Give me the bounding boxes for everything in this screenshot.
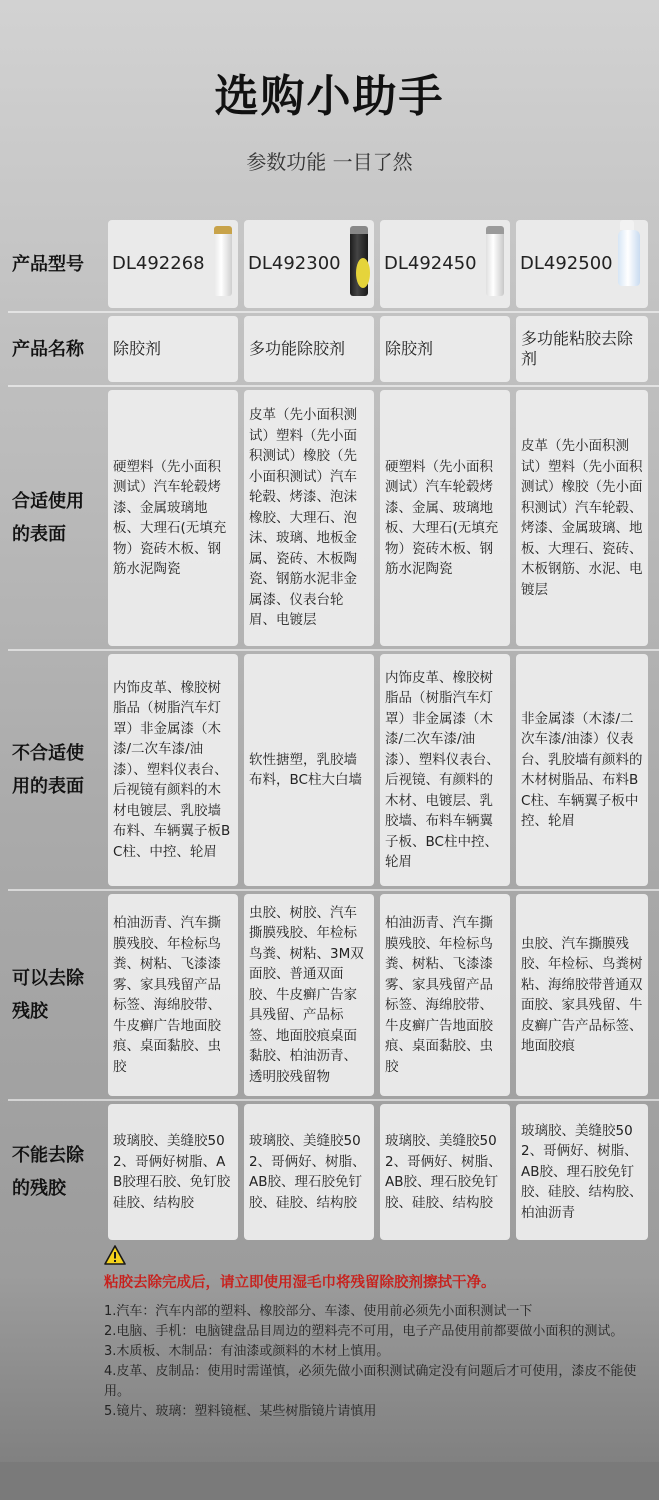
name-text-1: 除胶剂	[113, 338, 162, 358]
suitable-cell-2	[244, 390, 374, 646]
row-label-model: 产品型号	[12, 253, 84, 275]
row-label-unsuitable-text: 不合适使用的表面	[12, 743, 84, 797]
model-cell-4	[516, 220, 648, 308]
nonremovable-text-1: 玻璃胶、美缝胶502、哥俩好树脂、AB胶理石胶、免钉胶硅胶、结构胶	[113, 1133, 231, 1211]
row-label-name: 产品名称	[12, 338, 84, 360]
row-unsuitable-surfaces	[8, 654, 659, 886]
row-label-nonremovable	[8, 1104, 108, 1240]
nonremovable-text-2: 玻璃胶、美缝胶502、哥俩好、树脂、AB胶、理石胶免钉胶、硅胶、结构胶	[249, 1133, 366, 1211]
spray-can-image-1	[214, 226, 232, 296]
model-text-4: DL492500	[520, 252, 613, 274]
nonremovable-text-3: 玻璃胶、美缝胶502、哥俩好、树脂、AB胶、理石胶免钉胶、硅胶、结构胶	[385, 1133, 502, 1211]
suitable-text-1: 硬塑料（先小面积测试）汽车轮毂烤漆、金属玻璃地板、大理石(无填充物）瓷砖木板、钢筋水泥陶瓷	[113, 458, 227, 577]
row-label-suitable-text: 合适使用的表面	[12, 491, 84, 545]
removable-cell-2	[244, 894, 374, 1096]
footer-band	[0, 1462, 659, 1500]
row-nonremovable-residue	[8, 1104, 659, 1240]
nonremovable-cell-4	[516, 1104, 648, 1240]
nonremovable-cell-3	[380, 1104, 510, 1240]
suitable-text-4: 皮革（先小面积测试）塑料（先小面积测试）橡胶（先小面积测试）汽车轮毂、烤漆、金属玻璃、地板、大理石、瓷砖、木板钢筋、水泥、电镀层	[521, 438, 643, 598]
row-suitable-surfaces	[8, 390, 659, 646]
model-cell-2	[244, 220, 374, 308]
name-text-4: 多功能粘胶去除剂	[521, 328, 634, 368]
name-cell-2	[244, 316, 374, 382]
nonremovable-text-4: 玻璃胶、美缝胶502、哥俩好、树脂、AB胶、理石胶免钉胶、硅胶、结构胶、柏油沥青	[521, 1122, 643, 1221]
spray-can-image-3	[486, 226, 504, 296]
row-name	[8, 316, 659, 382]
unsuitable-text-2: 软性搪塑，乳胶墙布料，BC柱大白墙	[249, 751, 362, 788]
trigger-bottle-image	[618, 230, 640, 286]
note-item-4: 4.皮革、皮制品：使用时需谨慎，必须先做小面积测试确定没有问题后才可使用，漆皮不能使用。	[104, 1364, 637, 1399]
note-item-1: 1.汽车：汽车内部的塑料、橡胶部分、车漆、使用前必须先小面积测试一下	[104, 1304, 533, 1319]
notes-list	[104, 1302, 649, 1422]
model-text-2: DL492300	[248, 252, 341, 274]
suitable-cell-3	[380, 390, 510, 646]
name-cell-3	[380, 316, 510, 382]
name-text-3: 除胶剂	[385, 338, 434, 358]
warning-triangle-icon	[104, 1245, 126, 1265]
model-cell-3	[380, 220, 510, 308]
removable-text-3: 柏油沥青、汽车撕膜残胶、年检标鸟粪、树粘、飞漆漆雾、家具残留产品标签、海绵胶带、牛皮癣广告地面胶痕、桌面黏胶、虫胶	[385, 915, 493, 1075]
removable-text-4: 虫胶、汽车撕膜残胶、年检标、鸟粪树粘、海绵胶带普通双面胶、家具残留、牛皮癣广告产品标签、地面胶痕	[521, 935, 643, 1054]
row-label-removable-text: 可以去除残胶	[12, 968, 84, 1022]
unsuitable-text-1: 内饰皮革、橡胶树脂品（树脂汽车灯罩）非金属漆（木漆/二次车漆/油漆）、塑料仪表台、后视镜有颜料的木材电镀层、乳胶墙布料、车辆翼子板BC柱、中控、轮眉	[113, 679, 231, 860]
name-cell-1	[108, 316, 238, 382]
page-subtitle: 参数功能 一目了然	[246, 150, 413, 174]
nonremovable-cell-2	[244, 1104, 374, 1240]
unsuitable-cell-2	[244, 654, 374, 886]
unsuitable-text-4: 非金属漆（木漆/二次车漆/油漆）仪表台、乳胶墙有颜料的木材树脂品、布料BC柱、车辆翼子板中控、轮眉	[521, 710, 643, 829]
row-label-removable	[8, 894, 108, 1096]
row-label-unsuitable	[8, 654, 108, 886]
suitable-text-3: 硬塑料（先小面积测试）汽车轮毂烤漆、金属、玻璃地板、大理石(无填充物）瓷砖木板、钢筋水泥陶瓷	[385, 458, 499, 577]
suitable-cell-4	[516, 390, 648, 646]
usage-notes	[104, 1245, 649, 1422]
row-label-suitable	[8, 390, 108, 646]
name-text-2: 多功能除胶剂	[249, 338, 346, 358]
nonremovable-cell-1	[108, 1104, 238, 1240]
model-cell-1	[108, 220, 238, 308]
row-model	[8, 220, 659, 308]
name-cell-4	[516, 316, 648, 382]
suitable-text-2: 皮革（先小面积测试）塑料（先小面积测试）橡胶（先小面积测试）汽车轮毂、烤漆、泡沫橡胶、大理石、泡沫、玻璃、地板金属、瓷砖、木板陶瓷、钢筋水泥非金属漆、仪表台轮眉、电镀层	[249, 407, 357, 629]
model-text-1: DL492268	[112, 252, 205, 274]
model-text-3: DL492450	[384, 252, 477, 274]
unsuitable-cell-1	[108, 654, 238, 886]
removable-text-2: 虫胶、树胶、汽车撕膜残胶、年检标鸟粪、树粘、3M双面胶、普通双面胶、牛皮癣广告家具残留、产品标签、地面胶痕桌面黏胶、柏油沥青、透明胶残留物	[249, 904, 364, 1085]
removable-cell-4	[516, 894, 648, 1096]
removable-cell-1	[108, 894, 238, 1096]
comparison-table	[8, 220, 659, 1240]
removable-text-1: 柏油沥青、汽车撕膜残胶、年检标鸟粪、树粘、飞漆漆雾、家具残留产品标签、海绵胶带、牛皮癣广告地面胶痕、桌面黏胶、虫胶	[113, 915, 221, 1075]
page-title: 选购小助手	[214, 71, 445, 122]
warning-text: 粘胶去除完成后，请立即使用湿毛巾将残留除胶剂擦拭干净。	[104, 1275, 496, 1291]
suitable-cell-1	[108, 390, 238, 646]
spray-can-image-2	[350, 226, 368, 296]
unsuitable-cell-3	[380, 654, 510, 886]
removable-cell-3	[380, 894, 510, 1096]
note-item-5: 5.镜片、玻璃：塑料镜框、某些树脂镜片请慎用	[104, 1404, 377, 1419]
note-item-2: 2.电脑、手机：电脑键盘品目周边的塑料壳不可用，电子产品使用前都要做小面积的测试。	[104, 1324, 624, 1339]
unsuitable-text-3: 内饰皮革、橡胶树脂品（树脂汽车灯罩）非金属漆（木漆/二次车漆/油漆）、塑料仪表台、后视镜、有颜料的木材、电镀层、乳胶墙、布料车辆翼子板、BC柱中控、轮眉	[385, 669, 500, 870]
row-label-nonremovable-text: 不能去除的残胶	[12, 1145, 84, 1199]
note-item-3: 3.木质板、木制品：有油漆或颜料的木材上慎用。	[104, 1344, 390, 1359]
unsuitable-cell-4	[516, 654, 648, 886]
row-removable-residue	[8, 894, 659, 1096]
